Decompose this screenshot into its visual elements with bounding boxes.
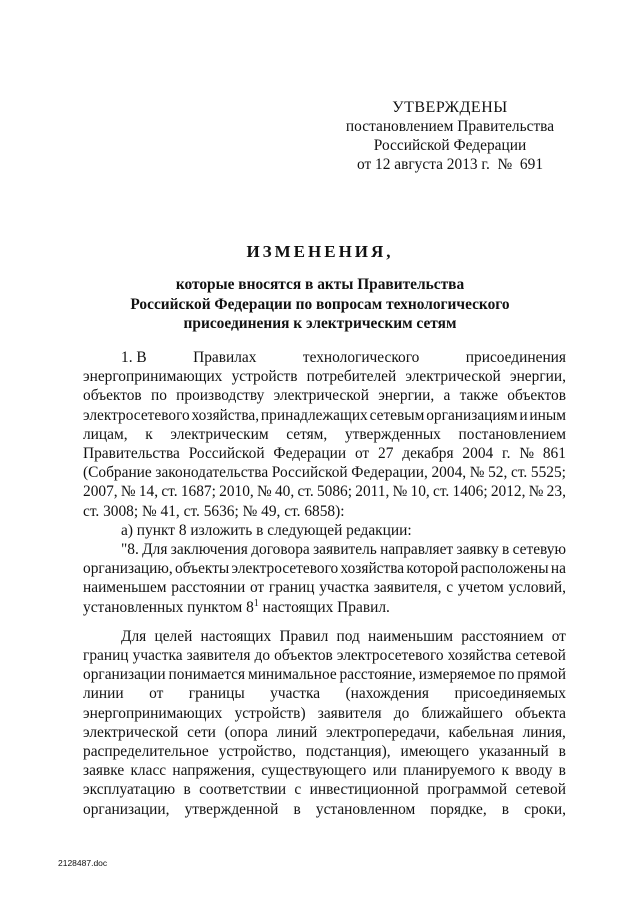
subtitle-line: которые вносятся в акты Правительства <box>175 276 465 293</box>
word: в <box>293 800 301 818</box>
word: в <box>501 800 510 818</box>
word: утвержденной <box>184 800 279 818</box>
word: постановлением <box>458 425 566 443</box>
body-line: Для целей настоящих Правил под наименьшим расстоянием от <box>121 627 566 645</box>
superscript: 1 <box>253 597 259 609</box>
paragraph-1 <box>83 348 566 521</box>
body-line: электросетевого хозяйства, принадлежащих сетевым организациям и иным <box>83 406 566 424</box>
word: участка <box>270 685 321 703</box>
word: присоединения <box>465 349 566 366</box>
document-subtitle <box>100 275 540 334</box>
word: установленном <box>315 800 416 818</box>
text-run: настоящих Правил. <box>258 598 390 616</box>
approval-title: УТВЕРЖДЕНЫ <box>392 99 508 116</box>
approval-line: постановлением Правительства <box>345 118 555 135</box>
word: порядке, <box>430 800 487 818</box>
body-line: энергопринимающих устройств) заявителя до ближайшего объекта <box>83 704 566 722</box>
body-line: эксплуатацию в соответствии с инвестиционной программой сетевой <box>83 781 566 799</box>
approval-line: Российской Федерации <box>373 137 527 154</box>
body-line: организацию, объекты электросетевого хозяйства которой расположены на <box>83 560 566 578</box>
word: (нахождения <box>345 685 429 703</box>
word: от <box>149 685 164 703</box>
item-a: а) пункт 8 изложить в следующей редакции: <box>121 521 412 539</box>
document-body <box>83 348 566 819</box>
body-line: энергопринимающих устройств потребителей электрической энергии, <box>83 368 566 386</box>
approval-date-number: от 12 августа 2013 г. № 691 <box>356 156 544 173</box>
word: присоединяемых <box>454 685 566 703</box>
word: электрическим <box>170 425 269 443</box>
word: границы <box>188 685 245 703</box>
word: к <box>145 425 153 443</box>
body-line <box>83 348 566 367</box>
body-line: организации понимается минимальное расстояние, измеряемое по прямой <box>83 666 566 684</box>
body-line: "8. Для заключения договора заявитель направляет заявку в сетевую <box>121 541 566 559</box>
body-line <box>83 684 566 703</box>
body-line: 2007, № 14, ст. 1687; 2010, № 40, ст. 5086; 2011, № 10, ст. 1406; 2012, № 23, <box>83 483 566 501</box>
body-line: наименьшем расстоянии от границ участка заявителя, с учетом условий, <box>83 579 566 597</box>
body-line: заявке класс напряжения, существующего или планируемого к вводу в <box>83 762 566 780</box>
word: 1. В <box>121 349 147 366</box>
body-line: границ участка заявителя до объектов электросетевого хозяйства сетевой <box>83 647 566 665</box>
body-line: (Собрание законодательства Российской Федерации, 2004, № 52, ст. 5525; <box>83 464 566 482</box>
word: сетям, <box>286 425 328 443</box>
approval-block <box>330 98 570 174</box>
body-line: электрической сети (опора линий электропередачи, кабельная линия, <box>83 723 566 741</box>
subtitle-line: Российской Федерации по вопросам технологического <box>130 295 510 313</box>
body-line: распределительное устройство, подстанция), имеющего указанный в <box>83 743 566 761</box>
paragraph-2 <box>83 627 566 819</box>
subtitle-line: присоединения к электрическим сетям <box>183 315 457 332</box>
body-line: ст. 3008; № 41, ст. 5636; № 49, ст. 6858): <box>83 502 345 520</box>
word: линии <box>83 685 124 703</box>
word: лицам, <box>83 425 128 443</box>
body-line <box>83 598 566 617</box>
document-title: ИЗМЕНЕНИЯ, <box>246 242 394 261</box>
body-line: Правительства Российской Федерации от 27 декабря 2004 г. № 861 <box>83 445 566 463</box>
word: Правилах <box>193 349 257 366</box>
footer-filename: 2128487.doc <box>58 858 108 868</box>
word: утвержденных <box>344 425 441 443</box>
body-line <box>83 800 566 819</box>
body-line: объектов по производству электрической энергии, а также объектов <box>83 387 566 405</box>
word: технологического <box>302 349 420 366</box>
body-line <box>83 425 566 444</box>
text-run: установленных пунктом 8 <box>83 598 254 616</box>
quote-point-8 <box>83 540 566 617</box>
word: сроки, <box>524 800 566 818</box>
word: организации, <box>83 800 170 818</box>
